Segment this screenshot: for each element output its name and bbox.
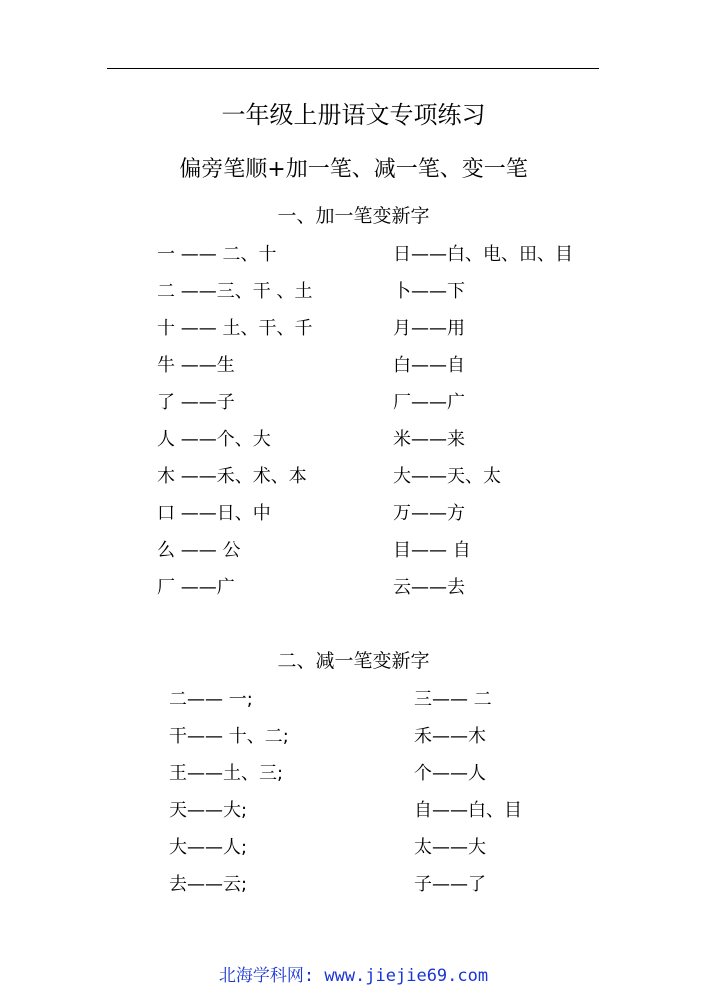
exercise-row: 了 ——子 <box>157 392 235 413</box>
exercise-row: 自——白、目 <box>414 800 522 821</box>
page-title: 一年级上册语文专项练习 <box>221 101 486 129</box>
exercise-row: 十 —— 土、干、千 <box>157 318 313 339</box>
exercise-row: 太——大 <box>414 837 486 858</box>
section-1-heading: 一、加一笔变新字 <box>277 205 430 227</box>
exercise-row: 日——白、电、田、目 <box>393 244 573 265</box>
footer-watermark: 北海学科网: www.jiejie69.com <box>218 966 489 986</box>
section-1-right-column <box>393 236 573 606</box>
section-1-left-column <box>157 236 312 606</box>
page-subtitle: 偏旁笔顺+加一笔、减一笔、变一笔 <box>179 157 528 182</box>
exercise-row: 口 ——日、中 <box>157 503 271 524</box>
exercise-row: 云——去 <box>393 577 465 598</box>
section-2-heading: 二、减一笔变新字 <box>277 650 430 672</box>
exercise-row: 木 ——禾、术、本 <box>157 466 307 487</box>
exercise-row: 一 —— 二、十 <box>157 244 277 265</box>
exercise-row: 米——来 <box>393 429 465 450</box>
exercise-row: 厂——广 <box>393 392 465 413</box>
exercise-row: 牛 ——生 <box>157 355 235 376</box>
section-2-left-column <box>169 681 289 903</box>
exercise-row: 三—— 二 <box>414 689 492 710</box>
exercise-row: 目—— 自 <box>393 540 471 561</box>
exercise-row: 去——云; <box>169 874 248 895</box>
exercise-row: 大——天、太 <box>393 466 501 487</box>
exercise-row: 二—— 一; <box>169 689 253 710</box>
exercise-row: 么 —— 公 <box>157 540 241 561</box>
exercise-row: 万——方 <box>393 503 465 524</box>
exercise-row: 白——自 <box>393 355 465 376</box>
exercise-row: 厂 ——广 <box>157 577 235 598</box>
exercise-row: 大——人; <box>169 837 248 858</box>
exercise-row: 人 ——个、大 <box>157 429 271 450</box>
exercise-row: 月——用 <box>393 318 465 339</box>
exercise-row: 禾——木 <box>414 726 486 747</box>
exercise-row: 天——大; <box>169 800 248 821</box>
exercise-row: 王——土、三; <box>169 763 284 784</box>
exercise-row: 个——人 <box>414 763 486 784</box>
exercise-row: 干—— 十、二; <box>169 726 289 747</box>
exercise-row: 二 ——三、干 、土 <box>157 281 313 302</box>
top-rule <box>107 68 599 69</box>
exercise-row: 子——了 <box>414 874 486 895</box>
exercise-row: 卜——下 <box>393 281 465 302</box>
section-2-right-column <box>414 681 522 903</box>
